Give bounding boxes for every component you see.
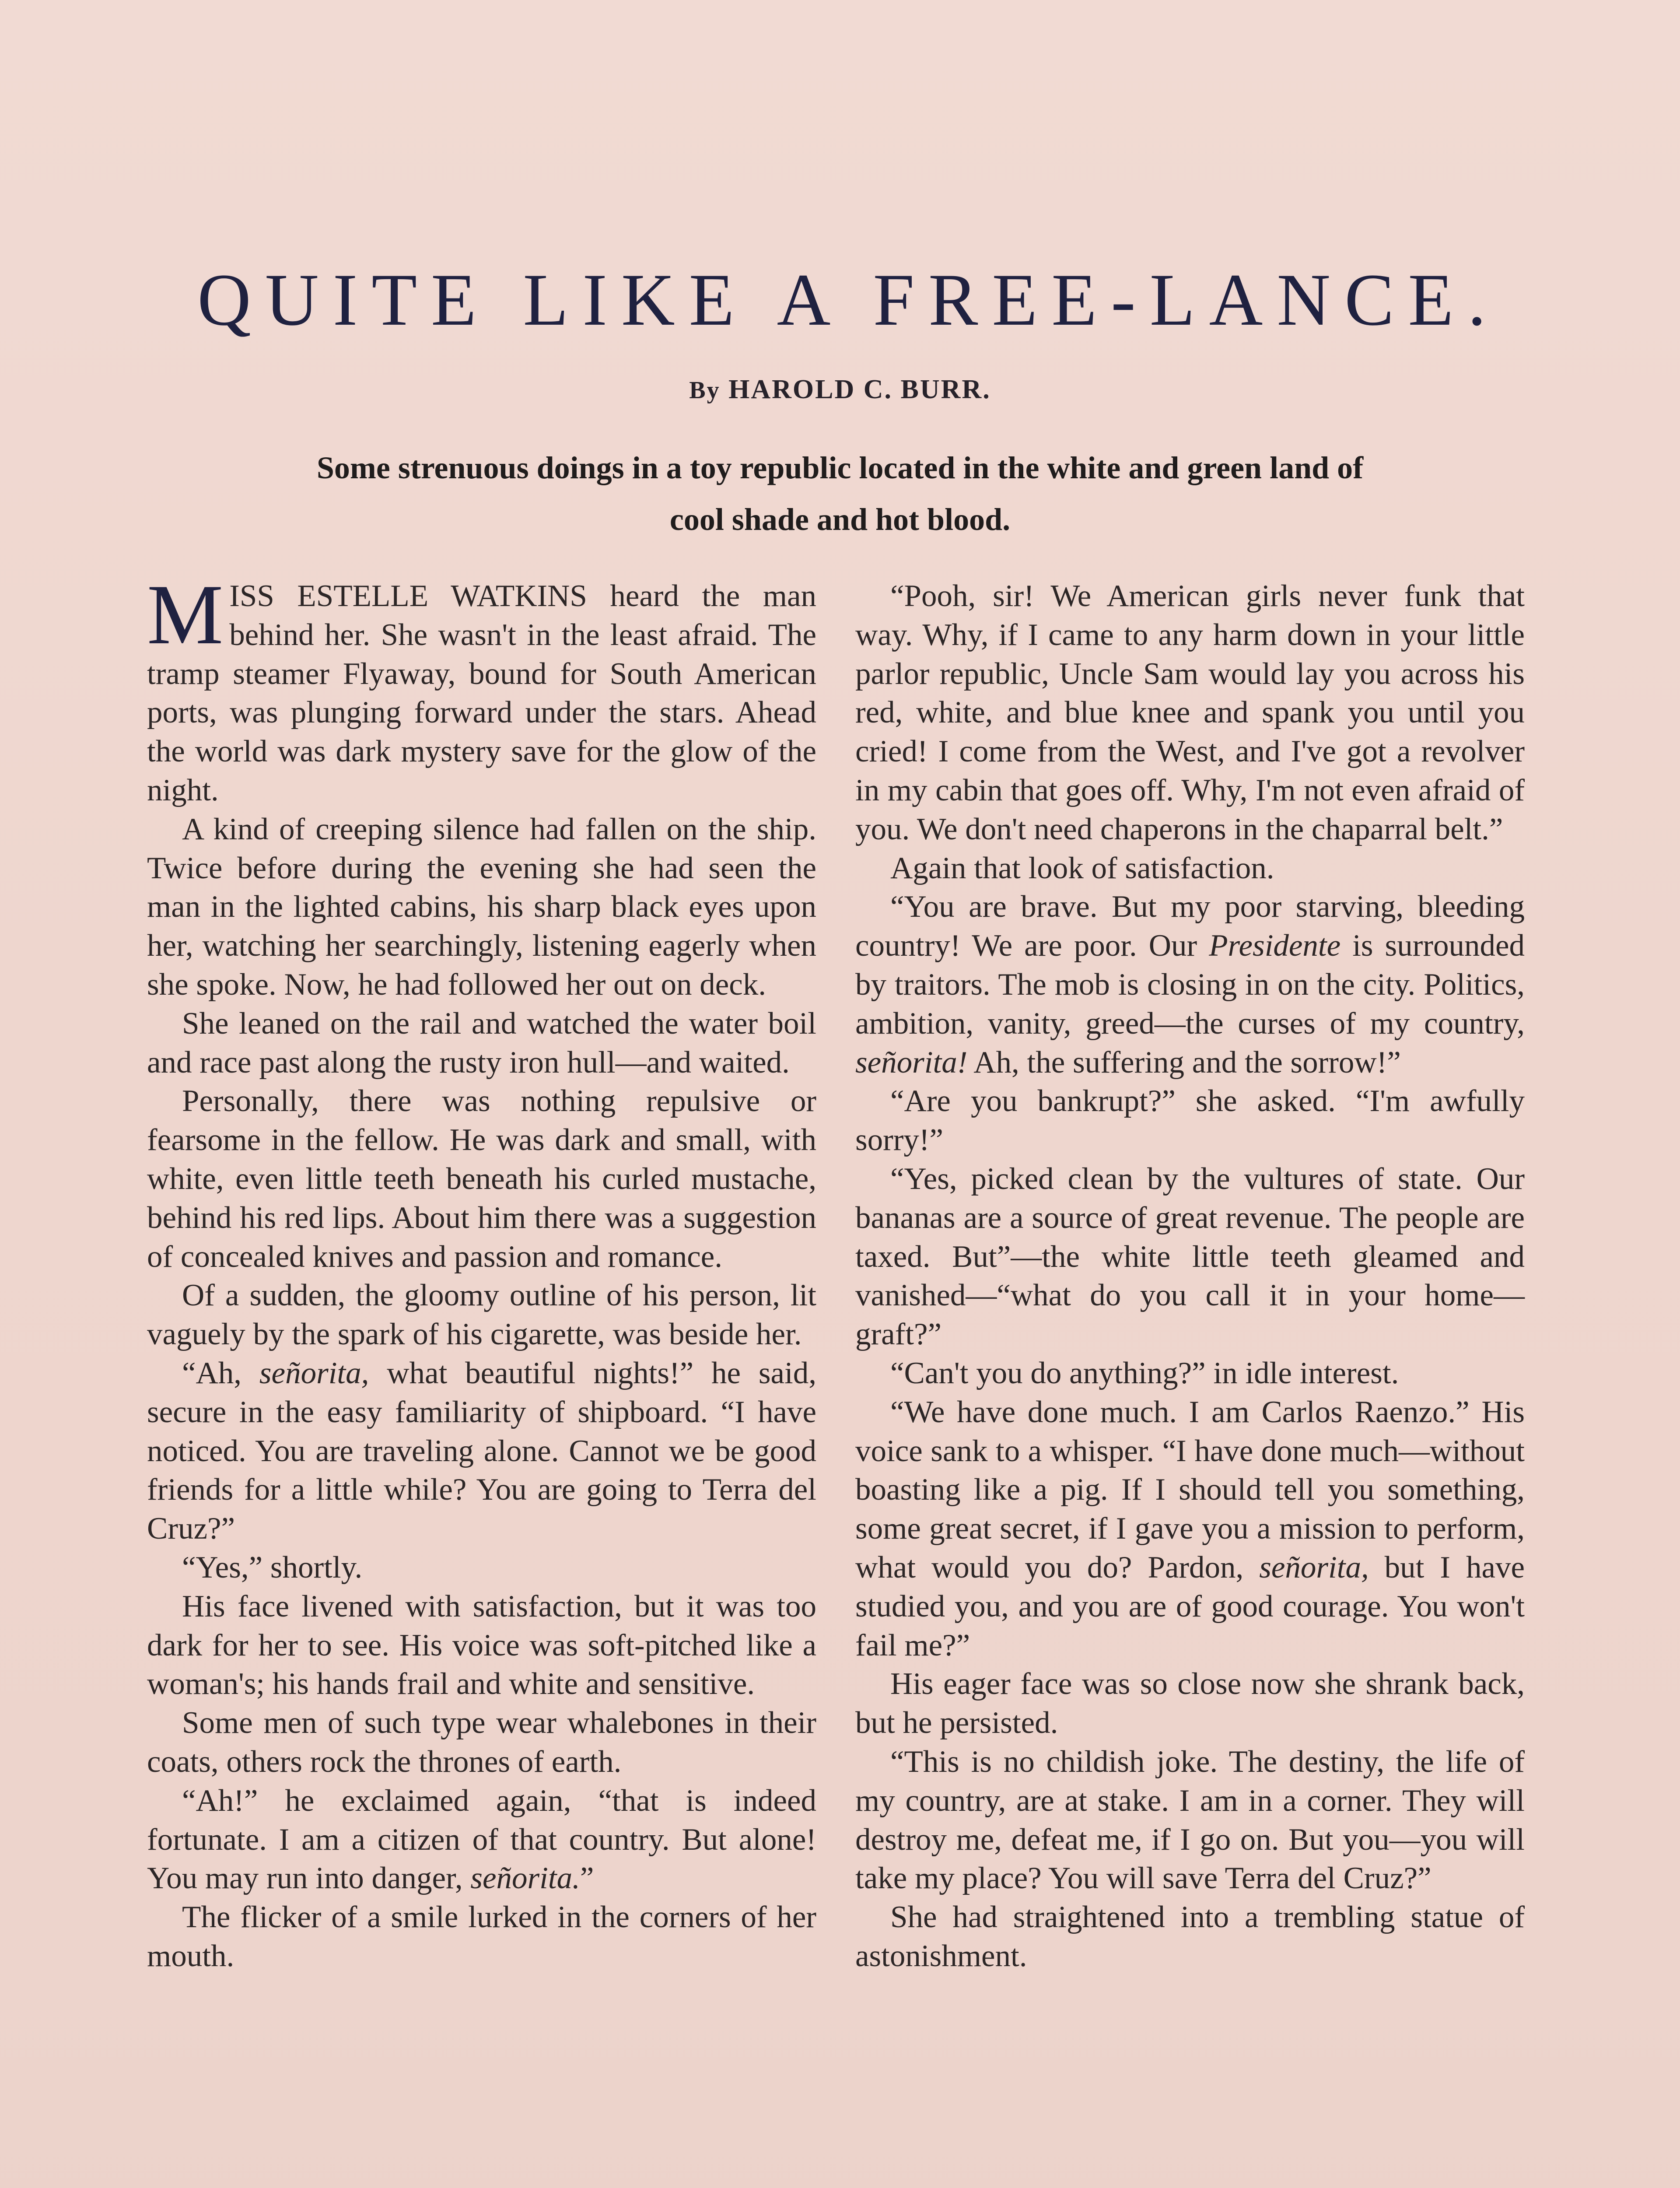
paragraph: “Yes,” shortly. — [182, 1550, 363, 1585]
paragraph: “Are you bankrupt?” she asked. “I'm awfully sorry!” — [855, 1084, 1525, 1157]
text-run: Ah, the suffering and the sorrow!” — [967, 1045, 1401, 1080]
italic-word: señorita! — [855, 1045, 968, 1080]
paragraph: “Pooh, sir! We American girls never funk that way. Why, if I came to any harm down in your little parlor republic, Uncle Sam would lay you across his red, white, and blue knee and spank you until you cried! I come from the West, and I've got a revolver in my cabin that goes off. Why, I'm not even afraid of you. We don't need chaperons in the chaparral belt.” — [855, 579, 1525, 846]
paragraph: Again that look of satisfaction. — [890, 851, 1274, 885]
article-title: QUITE LIKE A FREE-LANCE. — [197, 259, 1500, 341]
right-column — [855, 577, 1525, 1976]
paragraph: Of a sudden, the gloomy outline of his person, lit vaguely by the spark of his cigarette, was beside her. — [147, 1278, 816, 1352]
text-run: “You are brave. But my poor starving, bleeding country! We are poor. Our — [855, 890, 1525, 963]
author-name: HAROLD C. BURR. — [728, 375, 991, 404]
paragraph: She leaned on the rail and watched the water boil and race past along the rusty iron hull—and waited. — [147, 1006, 816, 1080]
lead-paragraph-text: ISS ESTELLE WATKINS heard the man behind her. She wasn't in the least afraid. The tramp steamer Flyaway, bound for South American ports, was plunging forward under the stars. Ahead the world was dark mystery save for the glow of the night. — [147, 579, 816, 807]
lead-paragraph — [147, 567, 816, 810]
drop-cap: M — [147, 567, 224, 662]
paragraph: The flicker of a smile lurked in the corners of her mouth. — [147, 1900, 816, 1973]
paragraph — [147, 1781, 816, 1898]
italic-word: señorita, — [259, 1356, 369, 1390]
byline — [0, 374, 1680, 405]
text-run: but I have studied you, and you are of good courage. You won't fail me?” — [855, 1550, 1525, 1662]
text-run: is surrounded by traitors. The mob is closing in on the city. Politics, ambition, vanity, greed—the curses of my country, — [855, 929, 1525, 1041]
paragraph: A kind of creeping silence had fallen on the ship. Twice before during the evening she had seen the man in the lighted cabins, his sharp black eyes upon her, watching her searchingly, listening eagerly when she spoke. Now, he had followed her out on deck. — [147, 812, 816, 1002]
paragraph: “Can't you do anything?” in idle interest. — [890, 1356, 1399, 1390]
text-run: “Ah!” he exclaimed again, “that is indeed fortunate. I am a citizen of that country. But alone! You may run into danger, — [147, 1783, 816, 1896]
paragraph: Some men of such type wear whalebones in their coats, others rock the thrones of earth. — [147, 1706, 816, 1779]
text-run: “We have done much. I am Carlos Raenzo.” His voice sank to a whisper. “I have done much—without boasting like a pig. If I should tell you something, some great secret, if I gave you a mission to perform, what would you do? Pardon, — [855, 1395, 1525, 1585]
paragraph: His eager face was so close now she shrank back, but he persisted. — [855, 1667, 1525, 1740]
left-column — [147, 567, 817, 1976]
paragraph — [855, 1393, 1525, 1665]
text-run: what beautiful nights!” he said, secure in the easy familiarity of shipboard. “I have noticed. You are traveling alone. Cannot we be good friends for a little while? You are going to Terra del Cruz?” — [147, 1356, 817, 1546]
paragraph: His face livened with satisfaction, but it was too dark for her to see. His voice was soft-pitched like a woman's; his hands frail and white and sensitive. — [147, 1589, 816, 1701]
italic-word: señorita, — [1259, 1550, 1369, 1585]
italic-word: señorita. — [470, 1861, 580, 1896]
paragraph — [855, 887, 1525, 1082]
text-run: “Ah, — [182, 1356, 259, 1390]
article-deck: Some strenuous doings in a toy republic located in the white and green land of cool shade and hot blood. — [316, 450, 1364, 537]
paragraph — [147, 1354, 816, 1548]
byline-prefix: By — [689, 377, 721, 404]
text-run: ” — [580, 1861, 594, 1896]
paragraph: Personally, there was nothing repulsive or fearsome in the fellow. He was dark and small, with white, even little teeth beneath his curled mustache, behind his red lips. About him there was a suggestion of concealed knives and passion and romance. — [147, 1084, 816, 1274]
italic-word: Presidente — [1209, 929, 1341, 963]
paragraph: She had straightened into a trembling statue of astonishment. — [855, 1900, 1525, 1973]
paragraph: “Yes, picked clean by the vultures of state. Our bananas are a source of great revenue. The people are taxed. But”—the white little teeth gleamed and vanished—“what do you call it in your home—graft?” — [855, 1161, 1525, 1352]
paragraph: “This is no childish joke. The destiny, the life of my country, are at stake. I am in a corner. They will destroy me, defeat me, if I go on. But you—you will take my place? You will save Terra del Cruz?” — [855, 1744, 1525, 1896]
